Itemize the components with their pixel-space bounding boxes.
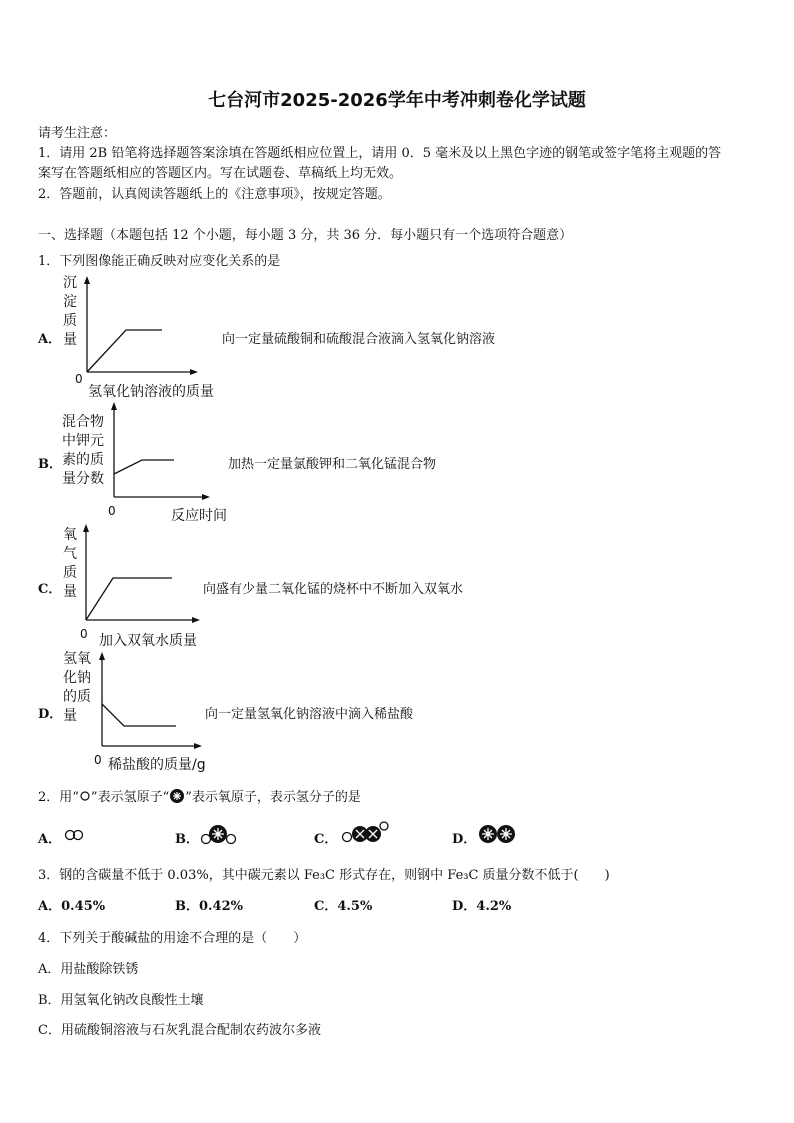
hydrogen-atom-icon (79, 790, 91, 802)
notice-heading: 请考生注意： (38, 126, 117, 141)
hydrogen-molecule-icon (64, 829, 86, 841)
page-title: 七台河市2025-2026学年中考冲刺卷化学试题 (208, 90, 586, 111)
q1-d-description: 向一定量氢氧化钠溶液中滴入稀盐酸 (205, 707, 414, 722)
q4-option-a: A．用盐酸除铁锈 (38, 962, 139, 977)
oxygen-molecule-icon (478, 823, 518, 845)
q1-c-ylabel: 氧 气 质 量 (63, 527, 77, 600)
q2-option-d: D． (452, 832, 477, 847)
q4-stem: 4．下列关于酸碱盐的用途不合理的是（ ） (38, 931, 307, 946)
q1-a-description: 向一定量硫酸铜和硫酸混合液滴入氢氧化钠溶液 (222, 332, 496, 347)
q1-a-graph (80, 276, 200, 376)
q1-d-origin: 0 (94, 753, 102, 767)
oxygen-atom-icon (169, 788, 185, 804)
q1-option-d-letter: D． (38, 707, 63, 722)
q4-option-c: C．用硫酸铜溶液与石灰乳混合配制农药波尔多液 (38, 1023, 321, 1038)
q3-option-b: B．0.42% (175, 899, 244, 914)
q1-d-graph (96, 652, 206, 750)
notice-line-1b: 案写在答题纸相应的答题区内。写在试题卷、草稿纸上均无效。 (38, 166, 403, 181)
q1-option-b-letter: B． (38, 457, 62, 472)
q1-c-description: 向盛有少量二氧化锰的烧杯中不断加入双氧水 (203, 582, 464, 597)
q1-a-origin: 0 (75, 372, 83, 386)
q1-b-ylabel: 混合物 中钾元 素的质 量分数 (62, 414, 104, 487)
q1-option-a-letter: A． (38, 332, 62, 347)
q2-option-b: B． (175, 832, 199, 847)
q1-b-description: 加热一定量氯酸钾和二氧化锰混合物 (228, 457, 437, 472)
q4-option-b: B．用氢氧化钠改良酸性土壤 (38, 993, 204, 1008)
q1-stem: 1．下列图像能正确反映对应变化关系的是 (38, 254, 281, 269)
q1-a-ylabel: 沉 淀 质 量 (63, 275, 77, 348)
q1-c-xlabel: 加入双氧水质量 (99, 633, 197, 649)
notice-line-2: 2．答题前，认真阅读答题纸上的《注意事项》，按规定答题。 (38, 187, 391, 202)
notice-line-1a: 1．请用 2B 铅笔将选择题答案涂填在答题纸相应位置上，请用 0．5 毫米及以上黑色字迹的钢笔或签字笔将主观题的答 (38, 146, 722, 161)
q2-option-a: A． (38, 832, 62, 847)
q1-d-ylabel: 氢氧 化钠 的质 量 (63, 651, 91, 724)
q3-option-a: A．0.45% (38, 899, 106, 914)
q1-b-xlabel: 反应时间 (171, 508, 227, 524)
q3-stem: 3．钢的含碳量不低于 0.03%，其中碳元素以 Fe₃C 形式存在，则钢中 Fe₃C 质量分数不低于( ) (38, 868, 610, 883)
q2-stem: 2．用“ ”表示氢原子“ ”表示氧原子，表示氢分子的是 (38, 790, 361, 805)
q1-a-xlabel: 氢氧化钠溶液的质量 (88, 384, 214, 400)
section-heading: 一、选择题（本题包括 12 个小题，每小题 3 分，共 36 分．每小题只有一个选项符合题意） (38, 228, 573, 243)
q1-b-origin: 0 (108, 504, 116, 518)
q1-b-graph (108, 402, 212, 502)
q2-option-c: C． (314, 832, 338, 847)
q3-option-d: D．4.2% (452, 899, 512, 914)
q3-option-c: C．4.5% (314, 899, 373, 914)
q1-c-graph (80, 524, 200, 624)
q1-c-origin: 0 (80, 627, 88, 641)
q1-option-c-letter: C． (38, 582, 62, 597)
water-molecule-icon (200, 821, 240, 847)
hydrogen-peroxide-molecule-icon (340, 820, 390, 846)
q1-d-xlabel: 稀盐酸的质量/g (108, 757, 206, 773)
